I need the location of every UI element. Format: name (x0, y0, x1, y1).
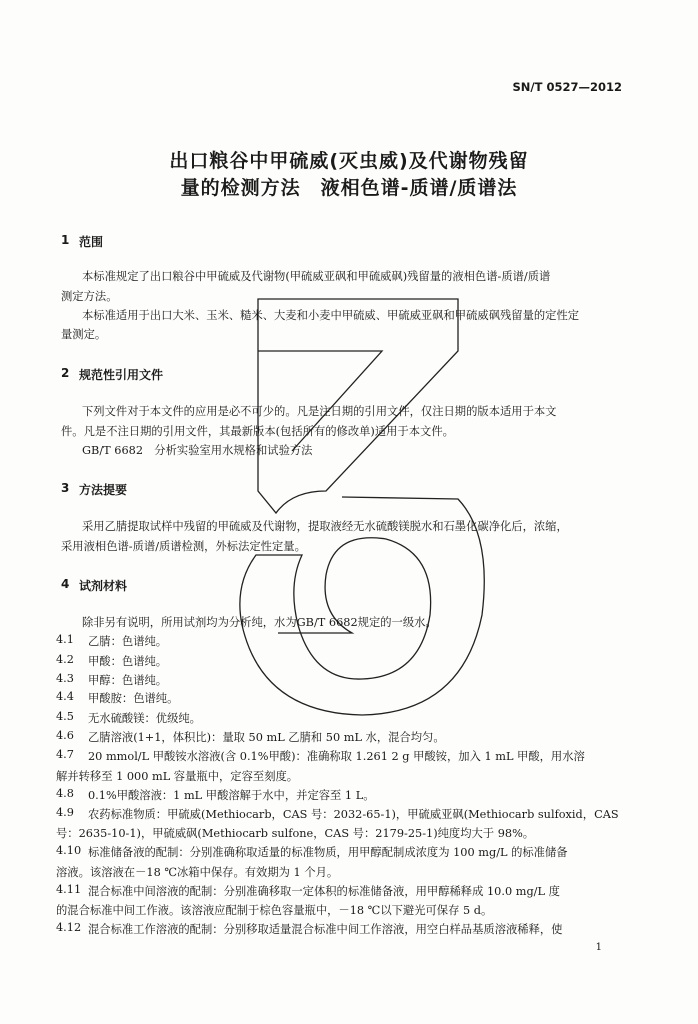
item-4-10-cont: 溶液。该溶液在－18 ℃冰箱中保存。有效期为 1 个月。 (56, 866, 339, 879)
section-3-title: 方法提要 (79, 483, 128, 497)
s1-paragraph-1-cont: 测定方法。 (61, 290, 118, 303)
s1-paragraph-1: 本标准规定了出口粮谷中甲硫威及代谢物(甲硫威亚砜和甲硫威砜)残留量的液相色谱-质谱/质谱 (82, 270, 551, 283)
item-4-2-text: 甲酸：色谱纯。 (88, 655, 168, 668)
item-4-1-number: 4.1 (56, 633, 74, 646)
item-4-4-number: 4.4 (56, 690, 74, 703)
section-2-number: 2 (61, 366, 70, 380)
s3-paragraph-1: 采用乙腈提取试样中残留的甲硫威及代谢物，提取液经无水硫酸镁脱水和石墨化碳净化后，浓缩， (82, 520, 568, 533)
s2-paragraph-1-cont: 件。凡是不注日期的引用文件，其最新版本(包括所有的修改单)适用于本文件。 (61, 425, 454, 438)
item-4-9-number: 4.9 (56, 806, 74, 819)
s2-reference: GB/T 6682 分析实验室用水规格和试验方法 (82, 444, 313, 457)
item-4-11-number: 4.11 (56, 883, 82, 896)
s1-paragraph-2: 本标准适用于出口大米、玉米、糙米、大麦和小麦中甲硫威、甲硫威亚砜和甲硫威砜残留量的定性定 (82, 309, 580, 322)
title-line-1: 出口粮谷中甲硫威(灭虫威)及代谢物残留 (169, 150, 529, 172)
s2-paragraph-1: 下列文件对于本文件的应用是必不可少的。凡是注日期的引用文件，仅注日期的版本适用于本文 (82, 405, 557, 418)
s4-intro: 除非另有说明，所用试剂均为分析纯，水为GB/T 6682规定的一级水。 (82, 616, 437, 629)
item-4-12-text: 混合标准工作溶液的配制：分别移取适量混合标准中间工作溶液，用空白样品基质溶液稀释，使 (88, 923, 563, 936)
section-1-number: 1 (61, 233, 70, 247)
item-4-11-cont: 的混合标准中间工作液。该溶液应配制于棕色容量瓶中，－18 ℃以下避光可保存 5 d。 (56, 904, 493, 917)
section-4-title: 试剂材料 (79, 579, 128, 593)
watermark-s-logo (222, 285, 492, 725)
section-3-number: 3 (61, 481, 70, 495)
item-4-5-number: 4.5 (56, 710, 74, 723)
item-4-2-number: 4.2 (56, 653, 74, 666)
item-4-4-text: 甲酸胺：色谱纯。 (88, 692, 179, 705)
item-4-9-text: 农药标准物质：甲硫威(Methiocarb，CAS 号：2032-65-1)，甲硫威亚砜(Methiocarb sulfoxid，CAS (88, 808, 619, 821)
item-4-3-text: 甲醇：色谱纯。 (88, 674, 168, 687)
item-4-8-text: 0.1%甲酸溶液：1 mL 甲酸溶解于水中，并定容至 1 L。 (88, 789, 375, 802)
item-4-9-cont: 号：2635-10-1)，甲硫威砜(Methiocarb sulfone，CAS 号：2179-25-1)纯度均大于 98%。 (56, 827, 535, 840)
section-1-title: 范围 (79, 235, 104, 249)
item-4-7-number: 4.7 (56, 748, 74, 761)
item-4-8-number: 4.8 (56, 787, 74, 800)
item-4-7-cont: 解并转移至 1 000 mL 容量瓶中，定容至刻度。 (56, 770, 299, 783)
s1-paragraph-2-cont: 量测定。 (61, 328, 107, 341)
item-4-7-text: 20 mmol/L 甲酸铵水溶液(含 0.1%甲酸)：准确称取 1.261 2 g 甲酸铵，加入 1 mL 甲酸，用水溶 (88, 750, 585, 763)
section-2-title: 规范性引用文件 (79, 368, 164, 382)
item-4-6-number: 4.6 (56, 729, 74, 742)
item-4-11-text: 混合标准中间溶液的配制：分别准确移取一定体积的标准储备液，用甲醇稀释成 10.0 mg/L 度 (88, 885, 560, 898)
item-4-6-text: 乙腈溶液(1+1，体积比)：量取 50 mL 乙腈和 50 mL 水，混合均匀。 (88, 731, 445, 744)
page-number: 1 (595, 942, 602, 953)
item-4-3-number: 4.3 (56, 672, 74, 685)
standard-number: SN/T 0527—2012 (512, 80, 622, 94)
item-4-12-number: 4.12 (56, 921, 82, 934)
item-4-5-text: 无水硫酸镁：优级纯。 (88, 712, 201, 725)
item-4-1-text: 乙腈：色谱纯。 (88, 635, 168, 648)
item-4-10-number: 4.10 (56, 844, 82, 857)
s3-paragraph-1-cont: 采用液相色谱-质谱/质谱检测，外标法定性定量。 (61, 540, 306, 553)
item-4-10-text: 标准储备液的配制：分别准确称取适量的标准物质，用甲醇配制成浓度为 100 mg/L 的标准储备 (88, 846, 568, 859)
title-line-2: 量的检测方法 液相色谱-质谱/质谱法 (180, 177, 518, 199)
section-4-number: 4 (61, 577, 70, 591)
